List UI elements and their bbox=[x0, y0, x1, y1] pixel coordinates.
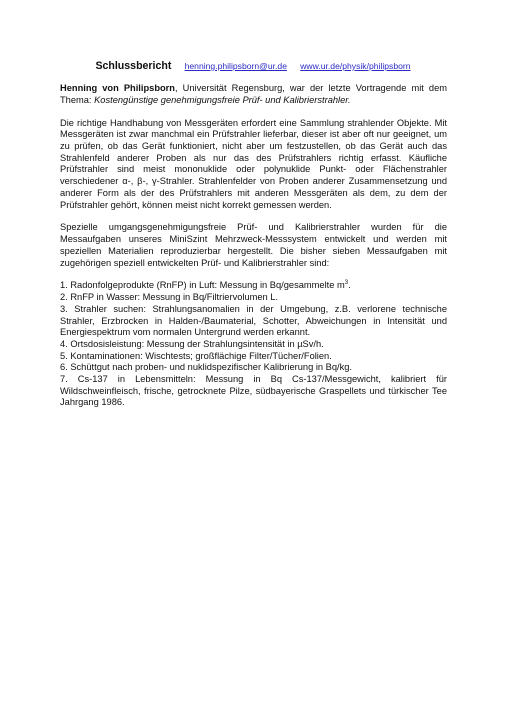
author-name: Henning von Philipsborn bbox=[60, 83, 175, 93]
website-link[interactable]: www.ur.de/physik/philipsborn bbox=[300, 61, 411, 71]
list-item: 5. Kontaminationen: Wischtests; großflächige Filter/Tücher/Folien. bbox=[60, 350, 332, 361]
report-title: Schlussbericht bbox=[95, 60, 172, 72]
email-link[interactable]: henning.philipsborn@ur.de bbox=[184, 61, 287, 71]
list-item: 3. Strahler suchen: Strahlungsanomalien in der Umgebung, z.B. verlorene technische Strahler, Erzbrocken in Halden-/Baumaterial, Schotter, Abweichungen in Intensität und Energiespektrum vom normalen Untergrund werden erkannt. bbox=[60, 303, 447, 338]
list-item: 1. Radonfolgeprodukte (RnFP) in Luft: Messung in Bq/gesammelte $m^3$. bbox=[60, 280, 351, 291]
intro-text: , Universität Regensburg, war der letzte Vortragende mit dem Thema: bbox=[60, 83, 448, 105]
measurement-tasks-list bbox=[60, 280, 447, 409]
report-body bbox=[60, 83, 447, 409]
list-item: 7. Cs-137 in Lebensmitteln: Messung in Bq Cs-137/Messgewicht, kalibriert für Wildschweinfleisch, frische, getrocknete Pilze, südbayerische Graspellets und türkischer Tee Jahrgang 1986. bbox=[60, 374, 447, 408]
paragraph-calibration-sources: Spezielle umgangsgenehmigungsfreie Prüf- und Kalibrierstrahler wurden für die Messaufgaben unseres MiniSzint Mehrzweck-Messsystem entwickelt und werden mit speziellen Materialien reproduzierbar hergestellt. Die bisher sieben Messaufgaben mit zugehörigen speziell entwickelten Prüf- und Kalibrierstrahler sind: bbox=[60, 222, 447, 268]
talk-topic: Kostengünstige genehmigungsfreie Prüf- und Kalibrierstrahler. bbox=[94, 94, 351, 105]
report-header bbox=[60, 60, 446, 72]
list-item: 2. RnFP in Wasser: Messung in Bq/Filtriervolumen L. bbox=[60, 292, 279, 303]
paragraph-measurement-devices: Die richtige Handhabung von Messgeräten erfordert eine Sammlung strahlender Objekte. Mit Messgeräten ist zwar manchmal ein Prüfstrahler lieferbar, dieser ist aber oft nur geeignet, um zu prüfen, ob das Gerät funktioniert, nicht aber um festzustellen, ob das Gerät auch das Strahlenfeld anderer Proben als nur das des Prüfstrahlers richtig erfasst. Käufliche Prüfstrahler sind meist mononuklide oder polynuklide Punkt- oder Flächenstrahler verschiedener α-, β-, γ-Strahler. Strahlenfelder von Proben anderer Zusammensetzung und anderer Form als der des Prüfstrahlers mit anderen Messgeräten als dem, zu dem der Prüfstrahler gehört, können meist nicht korrekt gemessen werden. bbox=[60, 117, 447, 210]
list-item: 4. Ortsdosisleistung: Messung der Strahlungsintensität in µSv/h. bbox=[60, 338, 324, 349]
intro-paragraph bbox=[60, 83, 447, 106]
list-item: 6. Schüttgut nach proben- und nuklidspezifischer Kalibrierung in Bq/kg. bbox=[60, 362, 352, 373]
